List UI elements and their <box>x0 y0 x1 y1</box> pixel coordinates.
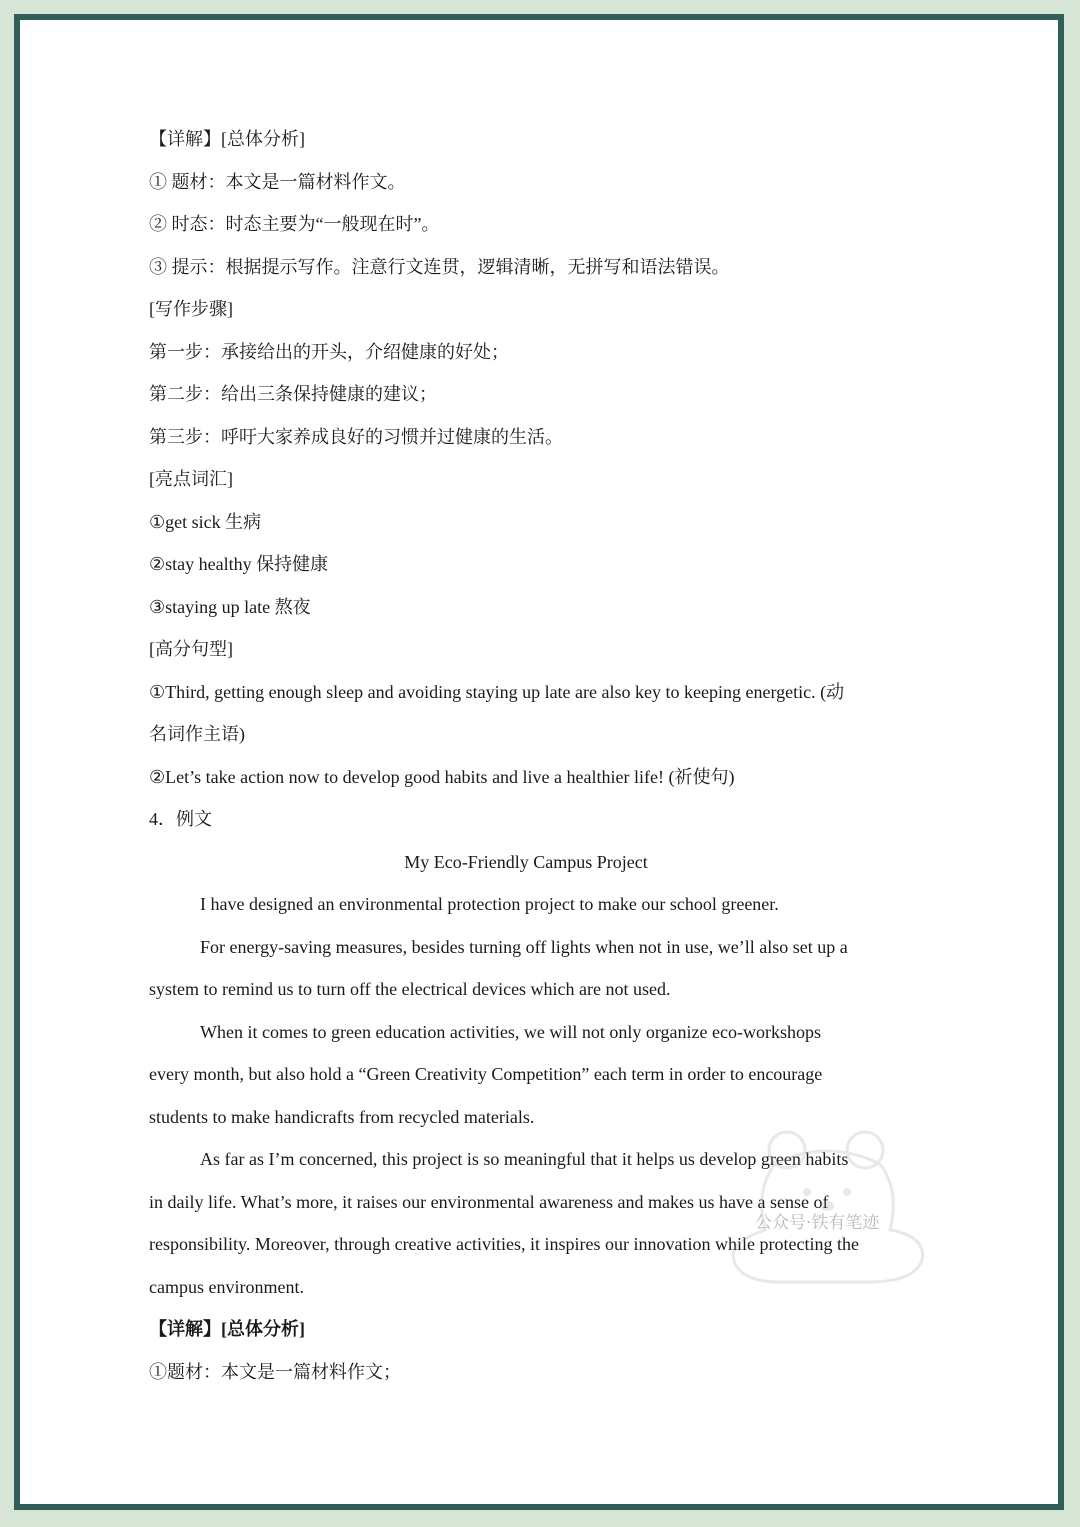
vocab-item: ③staying up late 熬夜 <box>149 596 311 617</box>
vocab-item: ①get sick 生病 <box>149 511 262 532</box>
steps-header: [写作步骤] <box>149 299 233 319</box>
essay-line: responsibility. Moreover, through creative activities, it inspires our innovation while protecting the <box>149 1234 859 1254</box>
essay-line: campus environment. <box>149 1276 304 1297</box>
essay-line: I have designed an environmental protection project to make our school greener. <box>200 894 779 914</box>
step-item: 第三步：呼吁大家养成良好的习惯并过健康的生活。 <box>149 426 563 447</box>
step-item: 第二步：给出三条保持健康的建议； <box>149 384 437 404</box>
analysis-hint: ③ 提示：根据提示写作。注意行文连贯，逻辑清晰，无拼写和语法错误。 <box>149 256 730 277</box>
essay-line: For energy-saving measures, besides turning off lights when not in use, we’ll also set up a <box>200 936 848 957</box>
essay-line: every month, but also hold a “Green Creativity Competition” each term in order to encourage <box>149 1064 823 1084</box>
section-header: 【详解】[总体分析] <box>149 129 305 149</box>
analysis-tense: ② 时态：时态主要为“一般现在时”。 <box>149 214 440 234</box>
vocab-item: ②stay healthy 保持健康 <box>149 554 329 574</box>
essay-line: system to remind us to turn off the electrical devices which are not used. <box>149 979 671 999</box>
analysis-topic: ① 题材：本文是一篇材料作文。 <box>149 171 406 192</box>
analysis-topic-second: ①题材：本文是一篇材料作文； <box>149 1361 401 1382</box>
sentence-item: ②Let’s take action now to develop good habits and live a healthier life! (祈使句) <box>149 766 735 787</box>
essay-line: in daily life. What’s more, it raises our environmental awareness and makes us have a sense of <box>149 1191 829 1212</box>
step-item: 第一步：承接给出的开头，介绍健康的好处； <box>149 341 509 362</box>
bear-watermark-icon <box>725 1120 930 1290</box>
example-label: 4．例文 <box>149 809 212 829</box>
essay-title: My Eco-Friendly Campus Project <box>404 851 648 872</box>
essay-line: When it comes to green education activities, we will not only organize eco-workshops <box>200 1021 821 1042</box>
section-header-second: 【详解】[总体分析] <box>149 1319 305 1339</box>
watermark-text: 公众号·铁有笔迹 <box>755 1213 880 1233</box>
sentence-item-continued: 名词作主语) <box>149 724 245 744</box>
sentence-item: ①Third, getting enough sleep and avoiding staying up late are also key to keeping energetic. (动 <box>149 681 845 702</box>
essay-line: As far as I’m concerned, this project is so meaningful that it helps us develop green habits <box>200 1149 849 1169</box>
essay-line: students to make handicrafts from recycled materials. <box>149 1106 535 1127</box>
sentences-header: [高分句型] <box>149 639 233 659</box>
vocab-header: [亮点词汇] <box>149 469 233 489</box>
